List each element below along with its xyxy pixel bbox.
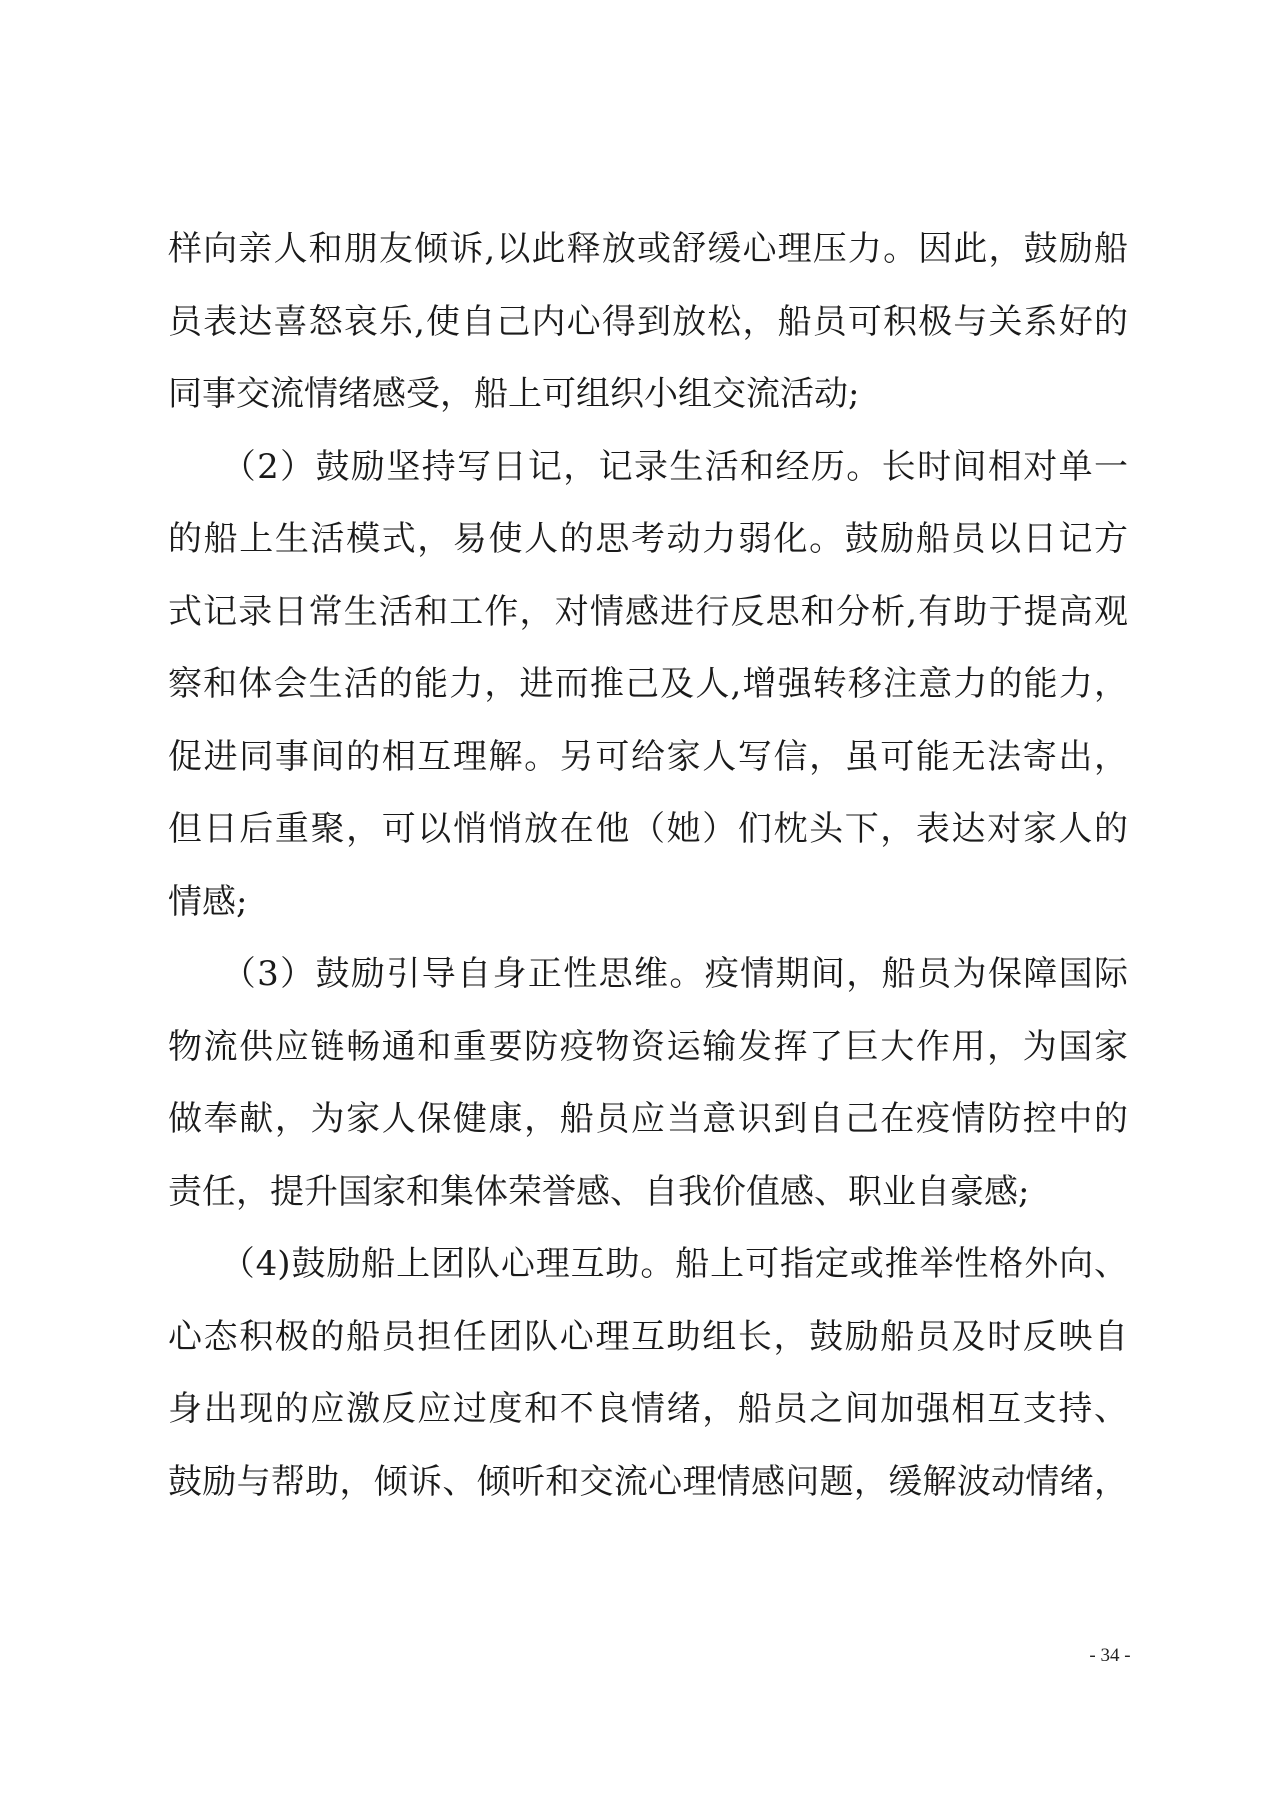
text-line: （4)鼓励船上团队心理互助。船上可指定或推举性格外向、 <box>168 1244 1128 1284</box>
text-line: 察和体会生活的能力，进而推己及人,增强转移注意力的能力， <box>168 664 1128 704</box>
text-line: 式记录日常生活和工作，对情感进行反思和分析,有助于提高观 <box>168 591 1128 632</box>
text-line: 但日后重聚，可以悄悄放在他（她）们枕头下，表达对家人的 <box>168 809 1128 849</box>
text-line: 物流供应链畅通和重要防疫物资运输发挥了巨大作用，为国家 <box>168 1026 1128 1067</box>
text-line: （2）鼓励坚持写日记，记录生活和经历。长时间相对单一 <box>168 446 1128 487</box>
text-line: 责任，提升国家和集体荣誉感、自我价值感、职业自豪感; <box>168 1171 1030 1212</box>
text-line: 鼓励与帮助，倾诉、倾听和交流心理情感问题，缓解波动情绪， <box>168 1461 1128 1502</box>
text-line: 同事交流情绪感受，船上可组织小组交流活动; <box>168 374 860 414</box>
text-line: 样向亲人和朋友倾诉,以此释放或舒缓心理压力。因此，鼓励船 <box>168 229 1128 269</box>
body-text <box>168 213 1128 1518</box>
text-line: 情感; <box>168 881 248 922</box>
text-line: （3）鼓励引导自身正性思维。疫情期间，船员为保障国际 <box>168 954 1128 994</box>
text-line: 促进同事间的相互理解。另可给家人写信，虽可能无法寄出， <box>168 736 1128 777</box>
text-line: 的船上生活模式，易使人的思考动力弱化。鼓励船员以日记方 <box>168 519 1128 559</box>
text-line: 做奉献，为家人保健康，船员应当意识到自己在疫情防控中的 <box>168 1099 1128 1139</box>
text-line: 心态积极的船员担任团队心理互助组长，鼓励船员及时反映自 <box>168 1316 1128 1357</box>
text-line: 员表达喜怒哀乐,使自己内心得到放松，船员可积极与关系好的 <box>168 301 1128 342</box>
text-line: 身出现的应激反应过度和不良情绪，船员之间加强相互支持、 <box>168 1389 1128 1429</box>
page-number: - 34 - <box>1089 1645 1131 1666</box>
